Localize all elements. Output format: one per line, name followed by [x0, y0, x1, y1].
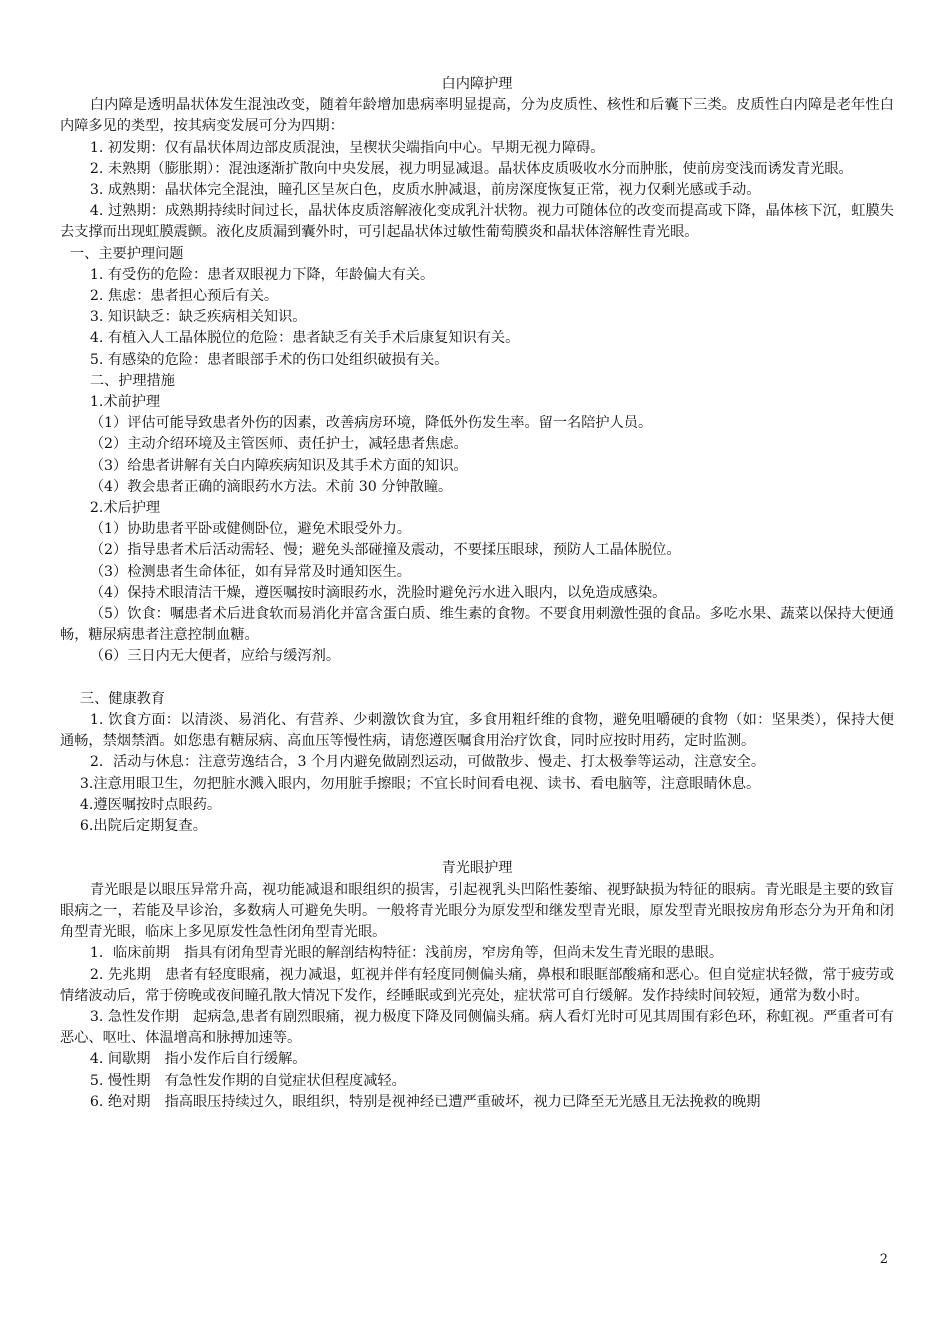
- postop-item-1: （1）协助患者平卧或健侧卧位，避免术眼受外力。: [89, 521, 411, 538]
- problem-item-1: 1. 有受伤的危险：患者双眼视力下降，年龄偏大有关。: [89, 266, 435, 283]
- cataract-stage-3: 3. 成熟期：晶状体完全混浊，瞳孔区呈灰白色，皮质水肿减退，前房深度恢复正常，视力仅剩光感或手动。: [89, 182, 761, 199]
- education-heading: 三、健康教育: [79, 690, 166, 707]
- document-body: [60, 74, 894, 1113]
- cataract-stage-2: 2. 未熟期（膨胀期）：混浊逐渐扩散向中央发展，视力明显减退。晶状体皮质吸收水分而肿胀，使前房变浅而诱发青光眼。: [89, 160, 853, 177]
- cataract-stage-1: 1. 初发期：仅有晶状体周边部皮质混浊，呈楔状尖端指向中心。早期无视力障碍。: [89, 139, 605, 156]
- postop-item-4: （4）保持术眼清洁干燥，遵医嘱按时滴眼药水，洗脸时避免污水进入眼内，以免造成感染。: [89, 584, 667, 601]
- preop-item-1: （1）评估可能导致患者外伤的因素，改善病房环境，降低外伤发生率。留一名陪护人员。: [89, 415, 653, 432]
- problem-item-3: 3. 知识缺乏：缺乏疾病相关知识。: [89, 309, 307, 326]
- postop-item-6: （6）三日内无大便者，应给与缓泻剂。: [89, 648, 341, 665]
- education-item-2: 2．活动与休息：注意劳逸结合，3 个月内避免做剧烈运动，可做散步、慢走、打太极拳等运动，注意安全。: [89, 754, 766, 771]
- postop-item-2: （2）指导患者术后活动需轻、慢；避免头部碰撞及震动，不要揉压眼球，预防人工晶体脱位。: [89, 542, 681, 559]
- problems-heading: 一、主要护理问题: [69, 245, 184, 262]
- glaucoma-stage-1: 1．临床前期 指具有闭角型青光眼的解剖结构特征：浅前房，窄房角等，但尚未发生青光眼的患眼。: [89, 945, 724, 962]
- education-item-1: 1. 饮食方面：以清淡、易消化、有营养、少刺激饮食为宜，多食用粗纤维的食物，避免咀嚼硬的食物（如：坚果类），保持大便通畅，禁烟禁酒。如您患有糖尿病、高血压等慢性病，请您遵医嘱食用治疗饮食，同时应按时用药，定时监测。: [60, 712, 894, 750]
- glaucoma-stage-4: 4. 间歇期 指小发作后自行缓解。: [89, 1051, 307, 1068]
- preop-item-3: （3）给患者讲解有关白内障疾病知识及其手术方面的知识。: [89, 457, 468, 474]
- glaucoma-stage-6: 6. 绝对期 指高眼压持续过久，眼组织，特别是视神经已遭严重破坏，视力已降至无光感且无法挽救的晚期: [89, 1093, 761, 1110]
- glaucoma-title: 青光眼护理: [441, 860, 513, 877]
- glaucoma-intro: 青光眼是以眼压异常升高，视功能减退和眼组织的损害，引起视乳头凹陷性萎缩、视野缺损为特征的眼病。青光眼是主要的致盲眼病之一，若能及早诊治，多数病人可避免失明。一般将青光眼分为原发型和继发型青光眼，原发型青光眼按房角形态分为开角和闭角型青光眼，临床上多见原发性急性闭角型青光眼。: [60, 881, 894, 941]
- postop-item-3: （3）检测患者生命体征，如有异常及时通知医生。: [89, 563, 411, 580]
- spacer: [60, 668, 894, 689]
- education-item-3: 3.注意用眼卫生，勿把脏水溅入眼内，勿用脏手擦眼；不宜长时间看电视、读书、看电脑等，注意眼睛休息。: [79, 775, 761, 792]
- problem-item-4: 4. 有植入人工晶体脱位的危险：患者缺乏有关手术后康复知识有关。: [89, 330, 520, 347]
- preop-item-2: （2）主动介绍环境及主管医师、责任护士，减轻患者焦虑。: [89, 436, 468, 453]
- page-number: 2: [879, 1252, 888, 1267]
- measures-heading: 二、护理措施: [89, 372, 175, 389]
- cataract-intro: 白内障是透明晶状体发生混浊改变，随着年龄增加患病率明显提高，分为皮质性、核性和后囊下三类。皮质性白内障是老年性白内障多见的类型，按其病变发展可分为四期：: [60, 97, 894, 135]
- problem-item-2: 2. 焦虑：患者担心预后有关。: [89, 288, 279, 305]
- glaucoma-stage-5: 5. 慢性期 有急性发作期的自觉症状但程度减轻。: [89, 1072, 406, 1089]
- cataract-stage-4: 4. 过熟期：成熟期持续时间过长，晶状体皮质溶解液化变成乳汁状物。视力可随体位的改变而提高或下降，晶体核下沉，虹膜失去支撑而出现虹膜震颤。液化皮质漏到囊外时，可引起晶状体过敏性葡萄膜炎和晶状体溶解性青光眼。: [60, 203, 894, 241]
- education-item-4: 4.遵医嘱按时点眼药。: [79, 796, 222, 813]
- postop-heading: 2.术后护理: [89, 500, 161, 517]
- glaucoma-stage-2: 2. 先兆期 患者有轻度眼痛，视力减退，虹视并伴有轻度同侧偏头痛，鼻根和眼眶部酸痛和恶心。但自觉症状轻微，常于疲劳或情绪波动后，常于傍晚或夜间瞳孔散大情况下发作，经睡眠或到光亮处，症状常可自行缓解。发作持续时间较短，通常为数小时。: [60, 966, 894, 1004]
- preop-item-4: （4）教会患者正确的滴眼药水方法。术前 30 分钟散瞳。: [89, 478, 453, 495]
- spacer: [60, 837, 894, 858]
- preop-heading: 1.术前护理: [89, 394, 161, 411]
- glaucoma-stage-3: 3. 急性发作期 起病急,患者有剧烈眼痛，视力极度下降及同侧偏头痛。病人看灯光时可见其周围有彩色环，称虹视。严重者可有恶心、呕吐、体温增高和脉搏加速等。: [60, 1008, 894, 1047]
- cataract-title: 白内障护理: [441, 76, 513, 92]
- postop-item-5: （5）饮食：嘱患者术后进食软而易消化并富含蛋白质、维生素的食物。不要食用刺激性强的食品。多吃水果、蔬菜以保持大便通畅，糖尿病患者注意控制血糖。: [60, 606, 894, 644]
- problem-item-5: 5. 有感染的危险：患者眼部手术的伤口处组织破损有关。: [89, 351, 449, 368]
- education-item-5: 6.出院后定期复查。: [79, 818, 207, 835]
